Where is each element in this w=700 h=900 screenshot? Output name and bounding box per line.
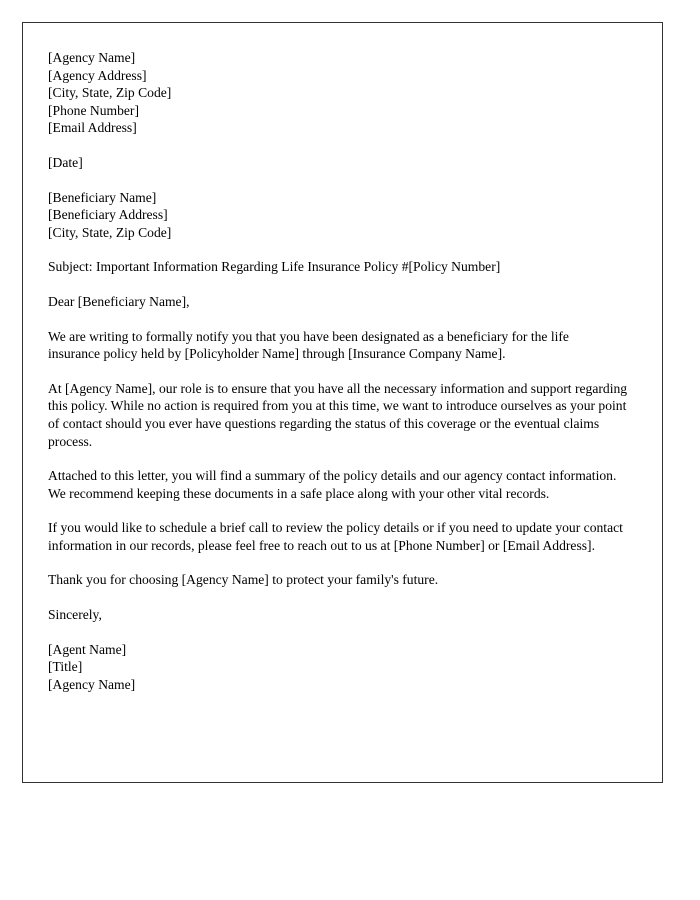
- sender-phone-number: [Phone Number]: [48, 102, 139, 118]
- letter-page: [22, 22, 663, 783]
- letter-date: [Date]: [48, 154, 83, 170]
- recipient-beneficiary-address: [Beneficiary Address]: [48, 207, 168, 223]
- recipient-beneficiary-name: [Beneficiary Name]: [48, 189, 157, 205]
- body-paragraph-1: We are writing to formally notify you that you have been designated as a beneficiary for the life insurance policy held by [Policyholder Name] through [Insurance Company Name].: [48, 328, 569, 362]
- subject-line: Subject: Important Information Regarding Life Insurance Policy #[Policy Number]: [48, 259, 501, 275]
- sender-address-block: [48, 49, 640, 137]
- sender-city-state-zip: [City, State, Zip Code]: [48, 85, 172, 101]
- recipient-address-block: [48, 189, 640, 242]
- sender-email-address: [Email Address]: [48, 120, 137, 136]
- sender-agency-name: [Agency Name]: [48, 50, 136, 65]
- body-paragraph-2: At [Agency Name], our role is to ensure that you have all the necessary information and support regarding this policy. While no action is required from you at this time, we want to introduce ourselves as your point of contact should you ever have questions regarding the status of this coverage or the eventual claims process.: [48, 380, 628, 449]
- letter-body: [23, 23, 662, 693]
- signature-title: [Title]: [48, 659, 83, 675]
- signature-agent-name: [Agent Name]: [48, 641, 127, 657]
- recipient-city-state-zip: [City, State, Zip Code]: [48, 224, 172, 240]
- closing-line: Sincerely,: [48, 607, 102, 623]
- sender-agency-address: [Agency Address]: [48, 67, 147, 83]
- body-paragraph-3: Attached to this letter, you will find a summary of the policy details and our agency contact information. We recommend keeping these documents in a safe place along with your other vital records.: [48, 468, 617, 501]
- date-block: [48, 154, 640, 172]
- signature-block: [48, 641, 640, 694]
- body-paragraph-4: If you would like to schedule a brief call to review the policy details or if you need to update your contact information in our records, please feel free to reach out to us at [Phone Number] or [Email Address].: [48, 520, 623, 553]
- signature-agency-name: [Agency Name]: [48, 676, 136, 692]
- salutation-line: Dear [Beneficiary Name],: [48, 293, 190, 309]
- body-paragraph-5: Thank you for choosing [Agency Name] to protect your family's future.: [48, 572, 439, 588]
